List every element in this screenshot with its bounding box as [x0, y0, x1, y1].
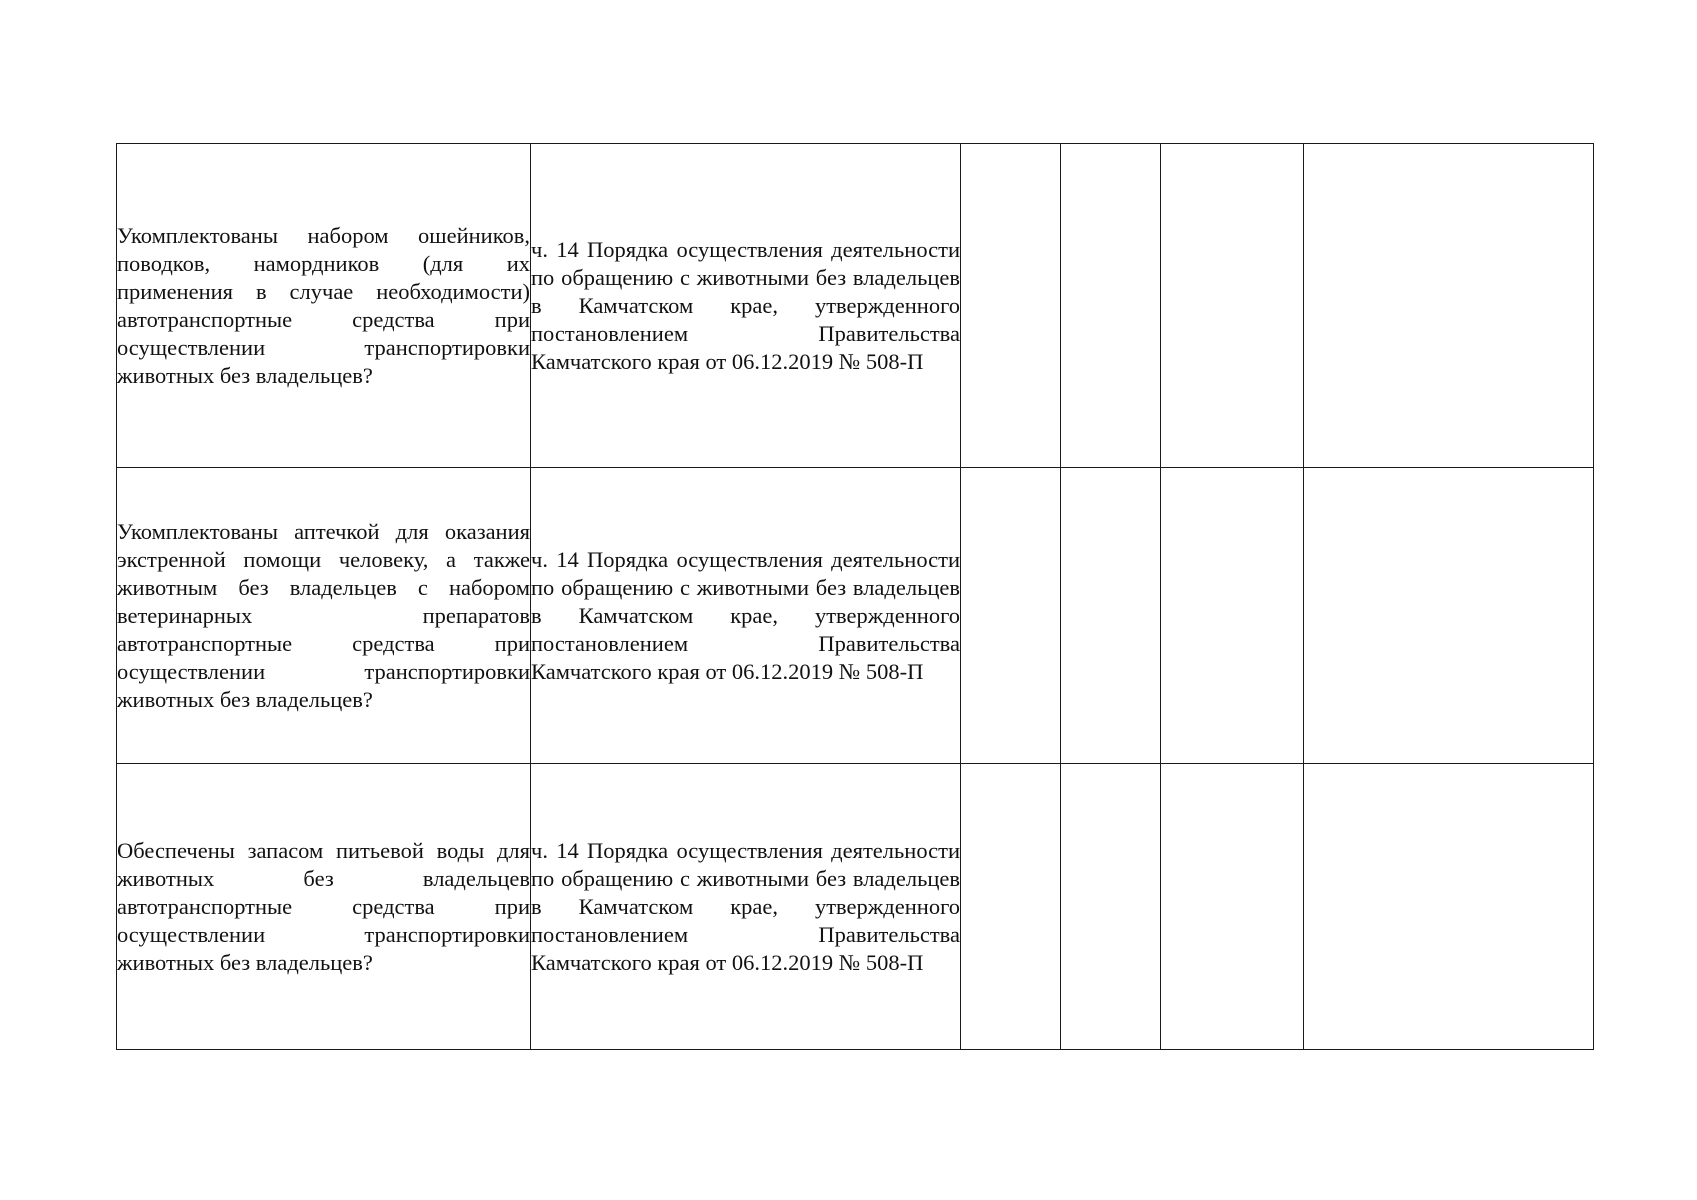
- question-cell: [117, 468, 531, 764]
- reference-cell: [531, 144, 961, 468]
- answer-cell-b: [1061, 144, 1161, 468]
- answer-cell-a: [961, 144, 1061, 468]
- question-text: Укомплектованы аптечкой для оказания экстренной помощи человеку, а также животным без владельцев с набором ветеринарных препаратов автотранспортные средства при осуществлении транспортировки животных без владельцев?: [117, 518, 530, 712]
- question-cell: [117, 144, 531, 468]
- answer-cell-c: [1161, 468, 1304, 764]
- answer-cell-c: [1161, 144, 1304, 468]
- reference-text: ч. 14 Порядка осуществления деятельности по обращению с животными без владельцев в Камчатском крае, утвержденного постановлением Правительства Камчатского края от 06.12.2019 № 508-П: [531, 236, 960, 374]
- answer-cell-a: [961, 468, 1061, 764]
- table-row: [117, 468, 1594, 764]
- table-row: [117, 144, 1594, 468]
- answer-cell-b: [1061, 764, 1161, 1050]
- reference-cell: [531, 764, 961, 1050]
- question-text: Укомплектованы набором ошейников, поводков, намордников (для их применения в случае необходимости) автотранспортные средства при осуществлении транспортировки животных без владельцев?: [117, 222, 530, 388]
- note-cell: [1304, 468, 1594, 764]
- question-cell: [117, 764, 531, 1050]
- answer-cell-a: [961, 764, 1061, 1050]
- note-cell: [1304, 764, 1594, 1050]
- checklist-table: [116, 143, 1594, 1050]
- table-row: [117, 764, 1594, 1050]
- question-text: Обеспечены запасом питьевой воды для животных без владельцев автотранспортные средства при осуществлении транспортировки животных без владельцев?: [117, 837, 530, 975]
- answer-cell-b: [1061, 468, 1161, 764]
- note-cell: [1304, 144, 1594, 468]
- answer-cell-c: [1161, 764, 1304, 1050]
- reference-cell: [531, 468, 961, 764]
- reference-text: ч. 14 Порядка осуществления деятельности по обращению с животными без владельцев в Камчатском крае, утвержденного постановлением Правительства Камчатского края от 06.12.2019 № 508-П: [531, 837, 960, 975]
- reference-text: ч. 14 Порядка осуществления деятельности по обращению с животными без владельцев в Камчатском крае, утвержденного постановлением Правительства Камчатского края от 06.12.2019 № 508-П: [531, 546, 960, 684]
